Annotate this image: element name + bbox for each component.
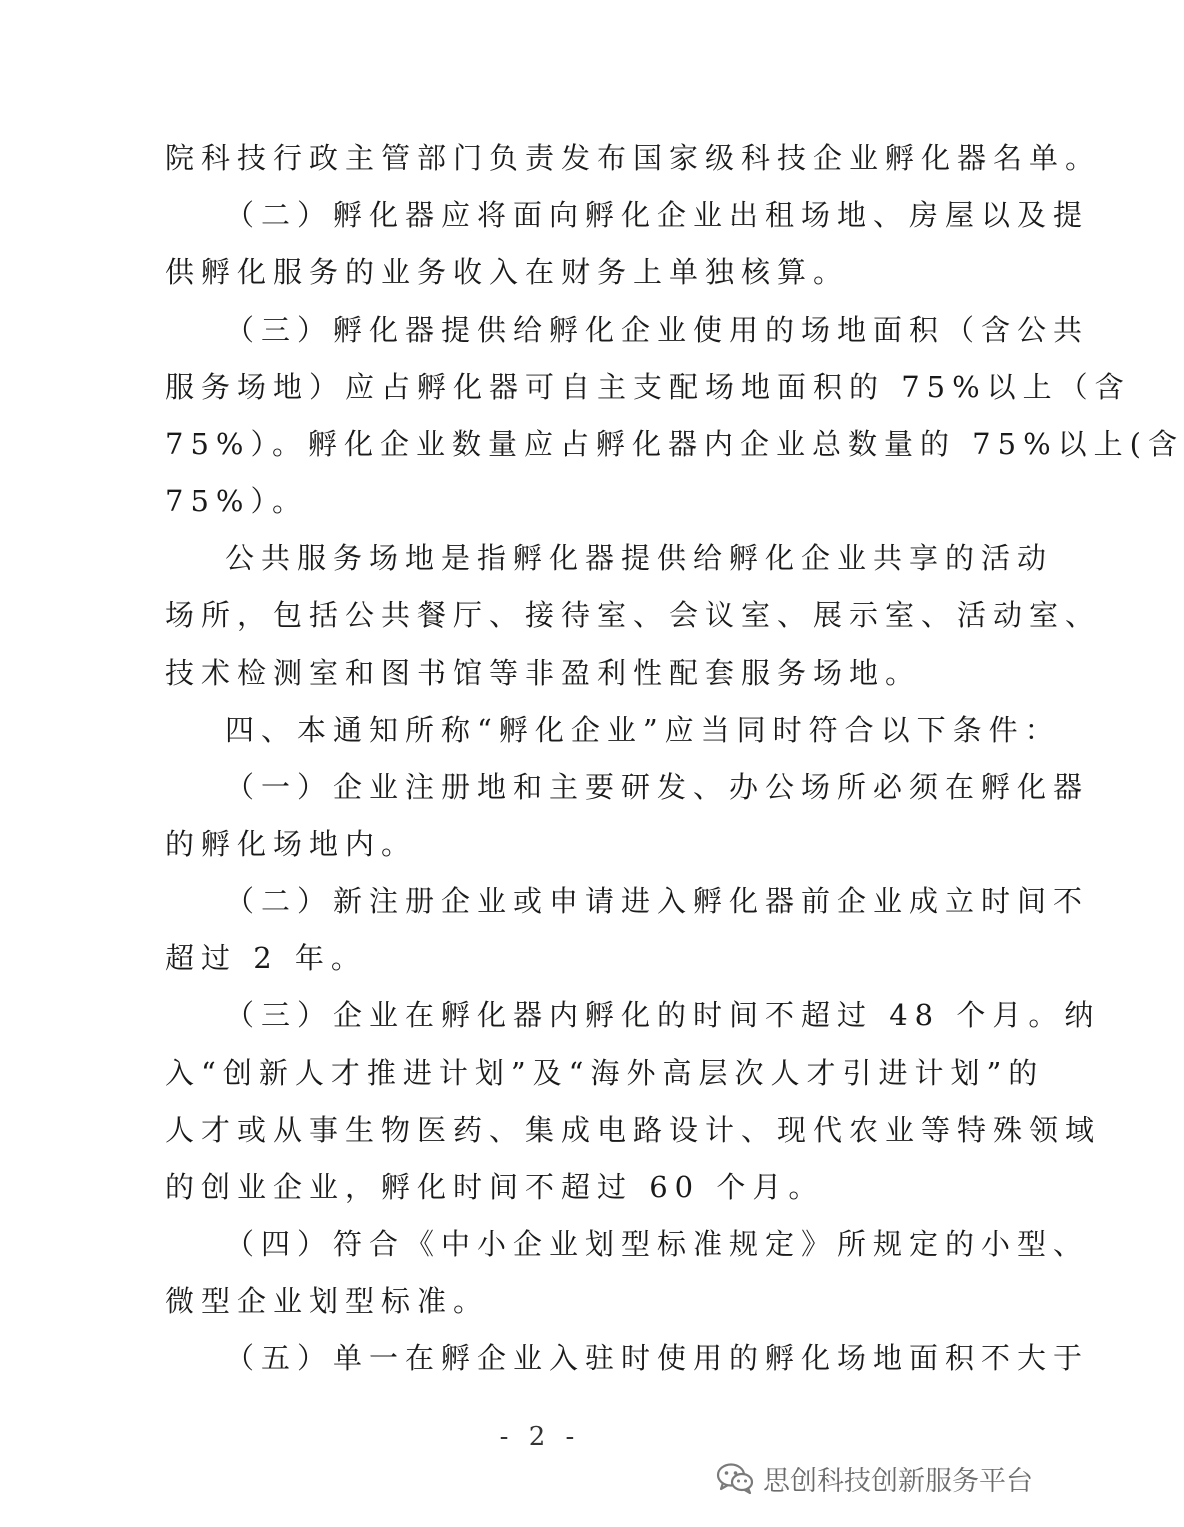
text-line: （二）孵化器应将面向孵化企业出租场地、房屋以及提 [225,198,1090,232]
text-line: 入“创新人才推进计划”及“海外高层次人才引进计划”的 [165,1056,1045,1090]
text-line: 供孵化服务的业务收入在财务上单独核算。 [165,255,850,289]
text-line: （三）企业在孵化器内孵化的时间不超过 48 个月。纳 [225,998,1101,1032]
text-line: 超过 2 年。 [165,941,367,975]
text-line: 的孵化场地内。 [165,827,418,861]
text-line: 技术检测室和图书馆等非盈利性配套服务场地。 [165,656,922,690]
text-line: （三）孵化器提供给孵化企业使用的场地面积（含公共 [225,313,1090,347]
text-line: 75%）。 [165,484,308,518]
text-line: 四、本通知所称“孵化企业”应当同时符合以下条件： [225,713,1061,747]
text-line: （四）符合《中小企业划型标准规定》所规定的小型、 [225,1227,1090,1261]
text-line: （一）企业注册地和主要研发、办公场所必须在孵化器 [225,770,1090,804]
text-line: 公共服务场地是指孵化器提供给孵化企业共享的活动 [225,541,1054,575]
text-line: 人才或从事生物医药、集成电路设计、现代农业等特殊领域 [165,1113,1102,1147]
watermark-text: 思创科技创新服务平台 [763,1465,1033,1497]
text-line: 75%）。孵化企业数量应占孵化器内企业总数量的 75%以上(含 [165,427,1184,461]
text-line: 服务场地）应占孵化器可自主支配场地面积的 75%以上（含 [165,370,1131,404]
wechat-icon [715,1461,755,1495]
text-line: （二）新注册企业或申请进入孵化器前企业成立时间不 [225,884,1090,918]
page-number: - 2 - [499,1422,581,1452]
text-line: （五）单一在孵企业入驻时使用的孵化场地面积不大于 [225,1341,1090,1375]
text-line: 场所，包括公共餐厅、接待室、会议室、展示室、活动室、 [165,598,1102,632]
text-line: 微型企业划型标准。 [165,1284,490,1318]
text-line: 院科技行政主管部门负责发布国家级科技企业孵化器名单。 [165,141,1102,175]
text-line: 的创业企业，孵化时间不超过 60 个月。 [165,1170,825,1204]
watermark [715,1458,1033,1498]
